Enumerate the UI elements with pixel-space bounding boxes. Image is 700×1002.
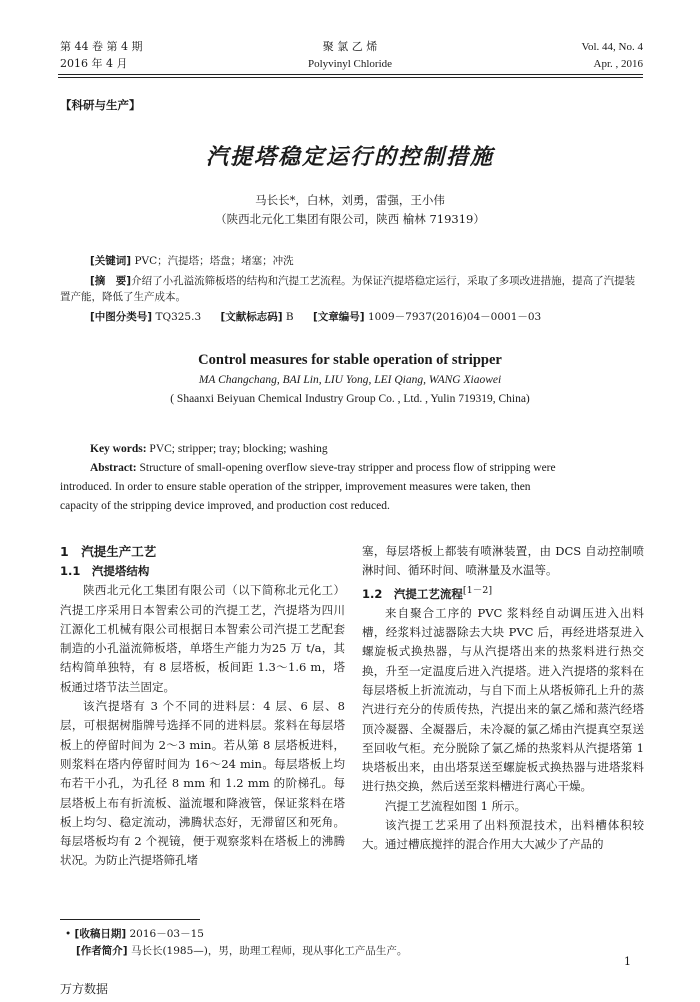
section-heading-1-2: [362, 581, 644, 604]
body-paragraph-5: 该汽提工艺采用了出料预混技术，出料槽体积较大。通过槽底搅拌的混合作用大大减少了产品的: [362, 817, 644, 852]
section-heading-1-2-text: 1.2 汽提工艺流程: [362, 586, 463, 601]
abstract-en-text-2: introduced. In order to ensure stable operation of the stripper, improvement measures were taken, then: [60, 481, 531, 493]
page-number: 1: [624, 955, 631, 968]
footnote-author: [76, 944, 407, 958]
body-paragraph-4: 汽提工艺流程如图 1 所示。: [385, 798, 527, 813]
abstract-en-line1: [90, 459, 556, 477]
abstract-en-label: Abstract:: [90, 462, 137, 474]
body-right-column: [362, 542, 644, 855]
header-date: 2016 年 4 月: [60, 57, 128, 70]
keywords-en: [90, 440, 328, 458]
clc-label: [中图分类号]: [90, 311, 153, 323]
section-heading-1-1: 1.1 汽提塔结构: [60, 564, 150, 578]
article-number-value: 1009－7937(2016)04－0001－03: [367, 311, 542, 323]
header-rule-bottom: [58, 77, 643, 78]
body-left-column: [60, 542, 345, 871]
title-en: Control measures for stable operation of stripper: [198, 352, 502, 368]
author-bio-label: [作者简介]: [76, 945, 128, 957]
abstract-cn-text: 介绍了小孔溢流筛板塔的结构和汽提工艺流程。为保证汽提塔稳定运行，采取了多项改进措施，提高了汽提装置产能，降低了生产成本。: [60, 275, 636, 303]
abstract-cn: [60, 273, 645, 305]
footnote-bullet: •: [65, 928, 72, 940]
keywords-cn: [90, 254, 294, 268]
footnote-received: [65, 927, 204, 941]
section-tag: 【科研与生产】: [60, 98, 141, 112]
reference-mark: [1－2]: [462, 584, 493, 596]
header-volume: 第 44 卷 第 4 期: [60, 40, 143, 53]
body-paragraph-2: 该汽提塔有 3 个不同的进料层：4 层、6 层、8 层，可根据树脂牌号选择不同的进料层。浆料在每层塔板上的停留时间为 2～3 min。若从第 8 层塔板进料，则浆料在塔内停留时间为 16～24 min。每层塔板上均布若干小孔，为孔径 8 mm 和 1.2 mm 的阶梯孔。每层塔板上布有折流板、溢流堰和降液管，保证浆料在塔板上均匀、稳定流动，沸腾状态好，无滞留区和死角。每层塔板均有 2 个视镜，便于观察浆料在塔板上的沸腾状况。为防止汽提塔筛孔堵: [60, 699, 345, 868]
section-heading-1: 1 汽提生产工艺: [60, 544, 157, 559]
received-label: [收稿日期]: [74, 928, 127, 940]
keywords-en-label: Key words:: [90, 443, 147, 455]
doc-code-label: [文献标志码]: [220, 311, 283, 323]
header-date-en: Apr. , 2016: [593, 58, 643, 70]
affiliation-cn: （陕西北元化工集团有限公司，陕西 榆林 719319）: [215, 212, 485, 226]
received-date: 2016－03－15: [129, 928, 204, 940]
title-cn: 汽提塔稳定运行的控制措施: [205, 144, 494, 170]
authors-en: MA Changchang, BAI Lin, LIU Yong, LEI Qiang, WANG Xiaowei: [198, 374, 502, 386]
body-paragraph-3: 来自聚合工序的 PVC 浆料经自动调压进入出料槽，经浆料过滤器除去大块 PVC 后，再经进塔泵进入螺旋板式换热器，与从汽提塔出来的热浆料进行热交换，升至一定温度后进入汽提塔。进入汽提塔的浆料在每层塔板上折流流动，与自下而上从塔板筛孔上升的蒸汽进行充分的传质传热，汽提出来的氯乙烯和蒸汽经塔顶冷凝器、全凝器后，未冷凝的氯乙烯由汽提真空泵送至回收气柜。充分脱除了氯乙烯的热浆料从汽提塔第 1 块塔板出来，由出塔泵送至螺旋板式换热器与进塔浆料进行热交换，然后送至浆料槽进行离心干燥。: [362, 605, 644, 794]
authors-cn: 马长长*，白林，刘勇，雷强，王小伟: [255, 193, 445, 207]
abstract-cn-label: [摘 要]: [90, 275, 132, 287]
watermark-text: 万方数据: [60, 982, 109, 996]
abstract-en-text-3: capacity of the stripping device improved, and production cost reduced.: [60, 500, 390, 512]
body-paragraph-continued: 塞，每层塔板上都装有喷淋装置，由 DCS 自动控制喷淋时间、循环时间、喷淋量及水温等。: [362, 544, 644, 578]
keywords-cn-text: PVC；汽提塔；塔盘；堵塞；冲洗: [134, 255, 294, 267]
abstract-en-text-1: Structure of small-opening overflow sieve-tray stripper and process flow of stripping were: [139, 462, 556, 474]
clc-value: TQ325.3: [155, 311, 202, 323]
keywords-cn-label: [关键词]: [90, 255, 132, 267]
header-journal-cn: 聚 氯 乙 烯: [322, 40, 378, 53]
footnote-rule: [60, 919, 200, 920]
header-vol-en: Vol. 44, No. 4: [581, 41, 643, 53]
header-journal-en: Polyvinyl Chloride: [307, 58, 393, 70]
classification-row: [90, 309, 541, 324]
header-rule-top: [58, 74, 643, 75]
doc-code-value: B: [285, 311, 294, 323]
affiliation-en: ( Shaanxi Beiyuan Chemical Industry Group Co. , Ltd. , Yulin 719319, China): [170, 393, 530, 405]
body-paragraph-1: 陕西北元化工集团有限公司（以下简称北元化工）汽提工序采用日本智索公司的汽提工艺，汽提塔为四川江源化工机械有限公司根据日本智索公司汽提工艺配套制造的小孔溢流筛板塔，单塔生产能力为25 万 t/a，其结构简单独特，有 8 层塔板，板间距 1.3～1.6 m，塔板通过塔节法兰固定。: [60, 583, 345, 694]
keywords-en-text: PVC; stripper; tray; blocking; washing: [149, 443, 328, 455]
article-number-label: [文章编号]: [312, 311, 365, 323]
author-bio: 马长长(1985—)，男，助理工程师，现从事化工产品生产。: [130, 945, 408, 957]
